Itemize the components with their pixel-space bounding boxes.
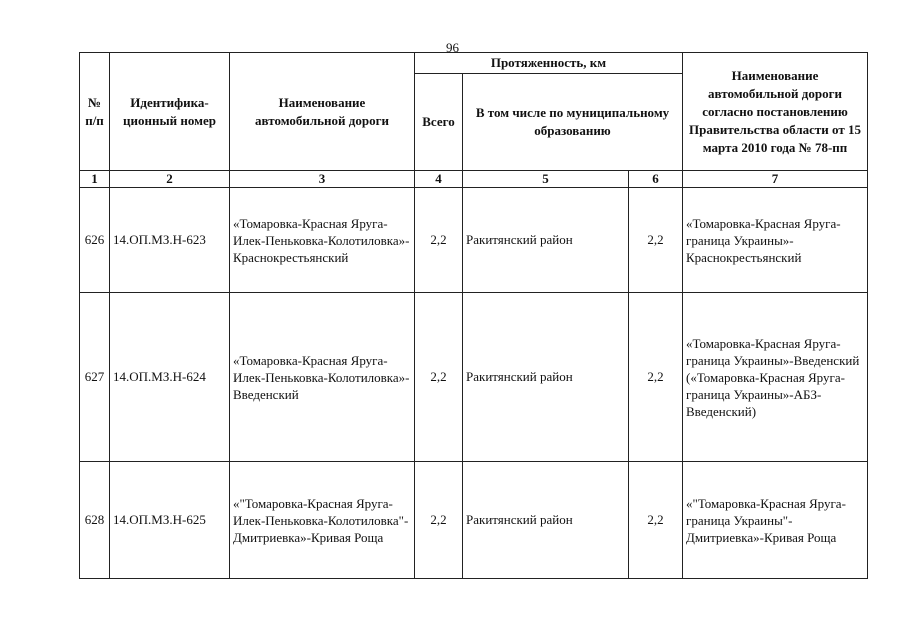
municipal-length: 2,2 xyxy=(629,188,683,293)
column-number: 7 xyxy=(683,171,868,188)
table-row xyxy=(80,188,868,293)
column-number: 5 xyxy=(463,171,629,188)
header-length-group-label: Протяженность, км xyxy=(490,55,607,70)
row-number: 626 xyxy=(80,188,110,293)
total-length: 2,2 xyxy=(415,293,463,462)
resolution-road-name: «"Томаровка-Красная Яруга-граница Украины"-Дмитриевка»-Кривая Роща xyxy=(683,462,868,579)
row-number: 628 xyxy=(80,462,110,579)
header-total xyxy=(415,74,463,171)
column-number: 4 xyxy=(415,171,463,188)
roads-table xyxy=(79,52,868,579)
header-num-label: № п/п xyxy=(85,94,104,128)
municipal-length: 2,2 xyxy=(629,462,683,579)
header-name-label: Наименование автомобильной дороги xyxy=(255,94,389,128)
municipality: Ракитянский район xyxy=(463,293,629,462)
header-num xyxy=(80,53,110,171)
road-name: «"Томаровка-Красная Яруга-Илек-Пеньковка-Колотиловка"-Дмитриевка»-Кривая Роща xyxy=(230,462,415,579)
municipality: Ракитянский район xyxy=(463,462,629,579)
header-id xyxy=(110,53,230,171)
column-number: 6 xyxy=(629,171,683,188)
column-number: 2 xyxy=(110,171,230,188)
header-municipal-label: В том числе по муниципальному образованию xyxy=(475,105,670,138)
header-length-group xyxy=(415,53,683,74)
table-row xyxy=(80,293,868,462)
header-total-label: Всего xyxy=(422,114,455,129)
total-length: 2,2 xyxy=(415,188,463,293)
header-municipal xyxy=(463,74,683,171)
header-name xyxy=(230,53,415,171)
header-resolution-label: Наименование автомобильной дороги согласно постановлению Правительства области от 15 марта 2010 года № 78-пп xyxy=(689,67,861,155)
road-id: 14.ОП.МЗ.Н-624 xyxy=(110,293,230,462)
page-number: 96 xyxy=(446,40,459,55)
table-row xyxy=(80,462,868,579)
row-number: 627 xyxy=(80,293,110,462)
municipal-length: 2,2 xyxy=(629,293,683,462)
road-id: 14.ОП.МЗ.Н-625 xyxy=(110,462,230,579)
municipality: Ракитянский район xyxy=(463,188,629,293)
resolution-road-name: «Томаровка-Красная Яруга-граница Украины»-Краснокрестьянский xyxy=(683,188,868,293)
header-resolution xyxy=(683,53,868,171)
column-number: 3 xyxy=(230,171,415,188)
column-numbers-row xyxy=(80,171,868,188)
column-number: 1 xyxy=(80,171,110,188)
resolution-road-name: «Томаровка-Красная Яруга-граница Украины»-Введенский («Томаровка-Красная Яруга-граница Украины»-АБЗ-Введенский) xyxy=(683,293,868,462)
total-length: 2,2 xyxy=(415,462,463,579)
header-id-label: Идентифика-ционный номер xyxy=(123,94,216,128)
header-row xyxy=(80,53,868,74)
road-name: «Томаровка-Красная Яруга-Илек-Пеньковка-Колотиловка»-Краснокрестьянский xyxy=(230,188,415,293)
road-name: «Томаровка-Красная Яруга-Илек-Пеньковка-Колотиловка»-Введенский xyxy=(230,293,415,462)
road-id: 14.ОП.МЗ.Н-623 xyxy=(110,188,230,293)
